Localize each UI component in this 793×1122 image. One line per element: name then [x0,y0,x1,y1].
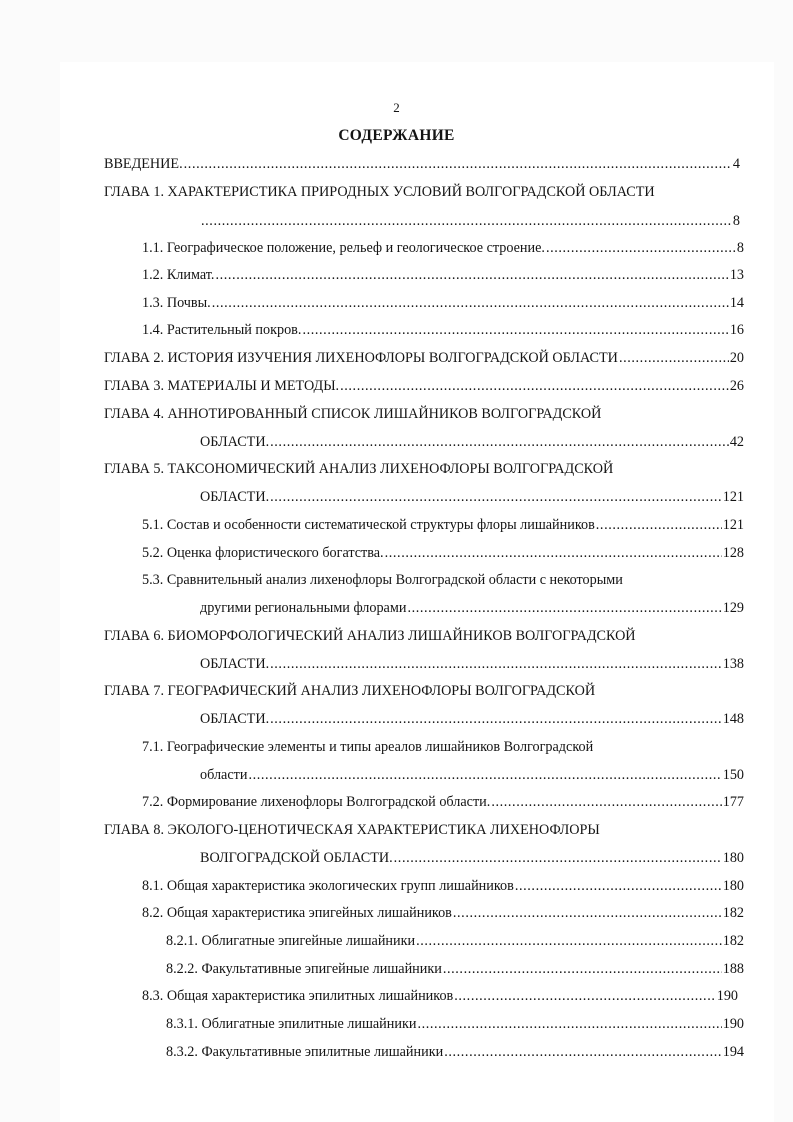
toc-entry-8-2-1[interactable]: 8.2.1. Облигатные эпигейные лишайники ..... 182 [166,931,744,951]
toc-entry-chapter-3[interactable]: ГЛАВА 3. МАТЕРИАЛЫ И МЕТОДЫ. ..... 26 [104,376,744,396]
toc-entry-7-2[interactable]: 7.2. Формирование лихенофлоры Волгоградской области. ..... 177 [142,792,744,812]
toc-entry-chapter-1[interactable]: ГЛАВА 1. ХАРАКТЕРИСТИКА ПРИРОДНЫХ УСЛОВИЙ ВОЛГОГРАДСКОЙ ОБЛАСТИ [104,184,655,200]
toc-entry-8-1[interactable]: 8.1. Общая характеристика экологических групп лишайников ..... 180 [142,876,744,896]
toc-entry-chapter-5[interactable]: ГЛАВА 5. ТАКСОНОМИЧЕСКИЙ АНАЛИЗ ЛИХЕНОФЛОРЫ ВОЛГОГРАДСКОЙ [104,461,614,477]
toc-entry-5-2[interactable]: 5.2. Оценка флористического богатства. ..... 128 [142,543,744,563]
toc-entry-5-3[interactable]: 5.3. Сравнительный анализ лихенофлоры Волгоградской области с некоторыми [142,572,623,588]
toc-entry-chapter-8[interactable]: ГЛАВА 8. ЭКОЛОГО-ЦЕНОТИЧЕСКАЯ ХАРАКТЕРИСТИКА ЛИХЕНОФЛОРЫ [104,822,600,838]
toc-entry-1-3[interactable]: 1.3. Почвы. ..... 14 [142,293,744,313]
toc-entry-1-1[interactable]: 1.1. Географическое положение, рельеф и геологическое строение. ..... 8 [142,238,744,258]
toc-entry-5-1[interactable]: 5.1. Состав и особенности систематической структуры флоры лишайников ..... 121 [142,515,744,535]
toc-entry-1-2[interactable]: 1.2. Климат. ..... 13 [142,265,744,285]
toc-entry-chapter-5-cont: ОБЛАСТИ. ..... 121 [200,487,744,507]
toc-entry-8-3-1[interactable]: 8.3.1. Облигатные эпилитные лишайники ..... 190 [166,1014,744,1034]
toc-entry-1-4[interactable]: 1.4. Растительный покров. ..... 16 [142,320,744,340]
toc-entry-chapter-7-cont: ОБЛАСТИ. ..... 148 [200,709,744,729]
toc-entry-chapter-6[interactable]: ГЛАВА 6. БИОМОРФОЛОГИЧЕСКИЙ АНАЛИЗ ЛИШАЙНИКОВ ВОЛГОГРАДСКОЙ [104,628,636,644]
toc-entry-chapter-4-cont: ОБЛАСТИ. ..... 42 [200,432,744,452]
toc-entry-introduction[interactable]: ВВЕДЕНИЕ. ..... 4 [104,154,740,174]
toc-entry-7-1-cont: области ..... 150 [200,765,744,785]
toc-entry-chapter-4[interactable]: ГЛАВА 4. АННОТИРОВАННЫЙ СПИСОК ЛИШАЙНИКОВ ВОЛГОГРАДСКОЙ [104,406,602,422]
page-number: 2 [393,100,400,115]
toc-entry-8-2[interactable]: 8.2. Общая характеристика эпигейных лишайников ..... 182 [142,903,744,923]
toc-entry-chapter-2[interactable]: ГЛАВА 2. ИСТОРИЯ ИЗУЧЕНИЯ ЛИХЕНОФЛОРЫ ВОЛГОГРАДСКОЙ ОБЛАСТИ ..... 20 [104,348,744,368]
toc-entry-8-3-2[interactable]: 8.3.2. Факультативные эпилитные лишайники ..... 194 [166,1042,744,1062]
toc-entry-chapter-1-cont: ..... 8 [200,211,740,231]
toc-entry-chapter-6-cont: ОБЛАСТИ. ..... 138 [200,654,744,674]
toc-entry-8-2-2[interactable]: 8.2.2. Факультативные эпигейные лишайники ..... 188 [166,959,744,979]
toc-entry-7-1[interactable]: 7.1. Географические элементы и типы ареалов лишайников Волгоградской [142,739,594,755]
toc-entry-chapter-8-cont: ВОЛГОГРАДСКОЙ ОБЛАСТИ. ..... 180 [200,848,744,868]
toc-title: СОДЕРЖАНИЕ [338,127,455,144]
toc-entry-5-3-cont: другими региональными флорами ..... 129 [200,598,744,618]
toc-entry-chapter-7[interactable]: ГЛАВА 7. ГЕОГРАФИЧЕСКИЙ АНАЛИЗ ЛИХЕНОФЛОРЫ ВОЛГОГРАДСКОЙ [104,683,596,699]
toc-entry-8-3[interactable]: 8.3. Общая характеристика эпилитных лишайников ..... 190 [142,986,738,1006]
